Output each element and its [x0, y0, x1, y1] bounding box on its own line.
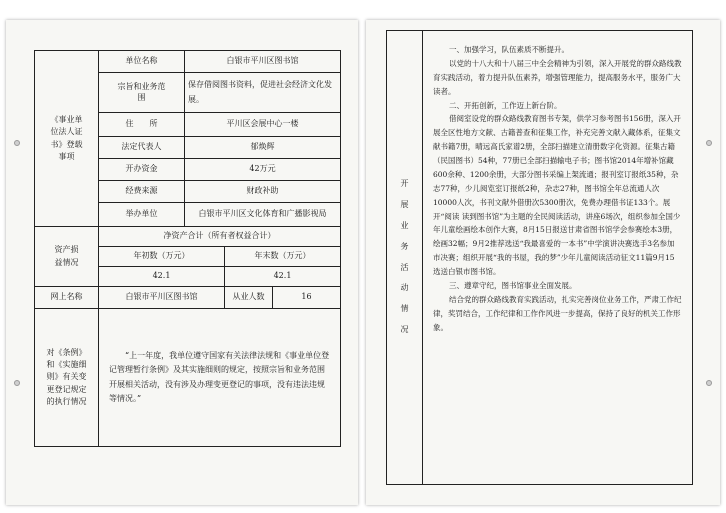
paragraph-2: 借阅室设党的群众路线教育图书专架，供学习参考图书156册，深入开展全区性地方文献、古籍普查和征集工作，补充完善文献入藏体系，征集文献书籍7册，晴远高氏家谱2册，全部扫描建立清册数字化资源。征集古籍（民国图书）54种，77册已全部扫描输电子书；图书馆2014年增补馆藏600余种、1200余册，大部分图书采编上架流通；报刊室订报纸35种，杂志77种，少儿阅览室订报纸2种，杂志27种，图书馆全年总流通人次10000人次，书刊文献外借册次5300册次，免费办理借书证133个。展开“阅读 读到图书馆”为主题的全民阅读活动，讲座6场次，组织参加全国少年儿童绘画绘本创作大赛，8月15日报送甘肃省图书馆学会参赛绘本3册，绘画32幅；9月2推荐选送“我最喜爱的一本书”中学演讲决赛选手3名参加市决赛；组织开展“我的书屋，我的梦”少年儿童阅读活动征文11篇9月15选送白银市图书馆。 — [433, 114, 681, 276]
compliance-text: “上一年度，我单位遵守国家有关法律法规和《事业单位登记管理暂行条例》及其实施细则的规定，按照宗旨和业务范围开展相关活动，没有涉及办理变更登记的事项，没有违法违规等情况。” — [99, 309, 341, 447]
activities-label-text: 开展业务活动情况 — [400, 179, 409, 334]
staff-count-value: 16 — [273, 287, 341, 309]
row-label: 开办资金 — [99, 159, 185, 181]
row-label: 法定代表人 — [99, 137, 185, 159]
row-value: 郁焕辉 — [185, 137, 341, 159]
registration-table — [34, 50, 341, 447]
row-label: 经费来源 — [99, 181, 185, 203]
binding-hole — [706, 380, 712, 386]
row-value: 保存借阅图书资料，促进社会经济文化发展。 — [185, 73, 341, 113]
assets-section-label: 资产损益情况 — [35, 227, 99, 287]
binding-hole — [14, 140, 20, 146]
registration-section-label: 《事业单位法人证书》登载事项 — [35, 51, 99, 227]
paragraph-3: 结合党的群众路线教育实践活动，扎实完善岗位业务工作，严肃工作纪律，奖罚结合，工作纪律和工作作风进一步提高，保持了良好的机关工作形象。 — [433, 294, 682, 332]
binding-hole — [706, 140, 712, 146]
row-value: 白银市平川区图书馆 — [185, 51, 341, 73]
paragraph-1: 以党的十八大和十八届三中全会精神为引领，深入开展党的群众路线教育实践活动，着力提升队伍素养，增强管理能力，提高服务水平，服务广大读者。 — [433, 58, 682, 96]
row-value: 白银市平川区文化体育和广播影视局 — [185, 203, 341, 227]
row-value: 财政补助 — [185, 181, 341, 203]
end-year-value: 42.1 — [225, 267, 341, 287]
begin-year-value: 42.1 — [99, 267, 225, 287]
begin-year-label: 年初数（万元） — [99, 247, 225, 267]
online-name-label: 网上名称 — [35, 287, 99, 309]
heading-2: 二、开拓创新，工作迈上新台阶。 — [449, 100, 562, 110]
compliance-label: 对《条例》和《实施细则》有关变更登记规定的执行情况 — [35, 309, 99, 447]
net-assets-title: 净资产合计（所有者权益合计） — [99, 227, 341, 247]
activities-text — [423, 31, 693, 485]
row-value: 平川区会展中心一楼 — [185, 113, 341, 137]
online-name-value: 白银市平川区图书馆 — [99, 287, 225, 309]
row-label: 宗旨和业务范围 — [99, 73, 185, 113]
left-page — [6, 20, 358, 505]
activities-table — [386, 30, 693, 485]
row-value: 42万元 — [185, 159, 341, 181]
heading-1: 一、加强学习，队伍素质不断提升。 — [449, 45, 569, 54]
staff-count-label: 从业人数 — [225, 287, 273, 309]
binding-hole — [14, 380, 20, 386]
row-label: 住 所 — [99, 113, 185, 137]
activities-label — [387, 31, 423, 485]
end-year-label: 年末数（万元） — [225, 247, 341, 267]
row-label: 举办单位 — [99, 203, 185, 227]
right-page — [366, 20, 720, 505]
row-label: 单位名称 — [99, 51, 185, 73]
heading-3: 三、遵章守纪，图书馆事业全面发展。 — [449, 280, 577, 290]
